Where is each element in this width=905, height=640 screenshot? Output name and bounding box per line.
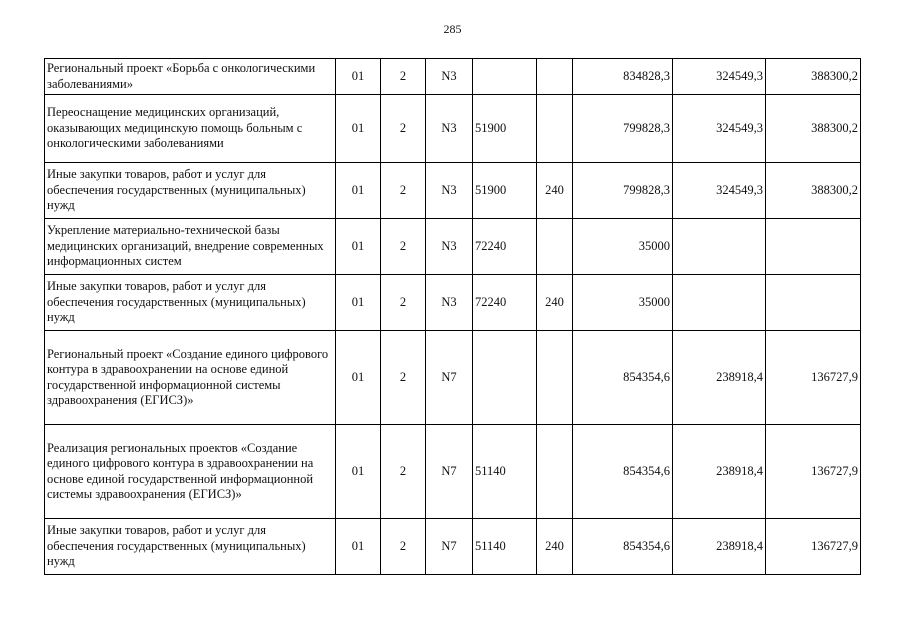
- amount-year-2: 324549,3: [673, 163, 766, 219]
- row-name: Иные закупки товаров, работ и услуг для обеспечения государственных (муниципальных) нужд: [45, 275, 336, 331]
- table-row: [45, 331, 861, 425]
- target-code: 51140: [473, 425, 537, 519]
- amount-year-2: 324549,3: [673, 95, 766, 163]
- amount-year-1: 799828,3: [573, 163, 673, 219]
- section-code: 01: [336, 275, 381, 331]
- amount-year-3: 136727,9: [766, 331, 861, 425]
- amount-year-3: [766, 275, 861, 331]
- expense-type-code: [537, 59, 573, 95]
- expense-type-code: 240: [537, 163, 573, 219]
- page-number: 285: [443, 22, 462, 36]
- amount-year-1: 35000: [573, 219, 673, 275]
- amount-year-3: 136727,9: [766, 519, 861, 575]
- expense-type-code: [537, 331, 573, 425]
- amount-year-1: 35000: [573, 275, 673, 331]
- budget-table: [44, 58, 861, 575]
- target-code: [473, 59, 537, 95]
- row-name: Региональный проект «Создание единого цифрового контура в здравоохранении на основе единой государственной информационной системы здравоохранения (ЕГИСЗ)»: [45, 331, 336, 425]
- target-code: [473, 331, 537, 425]
- program-code: N3: [426, 219, 473, 275]
- amount-year-2: 324549,3: [673, 59, 766, 95]
- subsection-code: 2: [381, 219, 426, 275]
- section-code: 01: [336, 95, 381, 163]
- table-row: [45, 163, 861, 219]
- row-name: Переоснащение медицинских организаций, оказывающих медицинскую помощь больным с онкологическими заболеваниями: [45, 95, 336, 163]
- expense-type-code: 240: [537, 275, 573, 331]
- amount-year-1: 834828,3: [573, 59, 673, 95]
- amount-year-3: 388300,2: [766, 163, 861, 219]
- table-row: [45, 519, 861, 575]
- target-code: 72240: [473, 219, 537, 275]
- amount-year-3: [766, 219, 861, 275]
- amount-year-1: 854354,6: [573, 331, 673, 425]
- section-code: 01: [336, 519, 381, 575]
- table-row: [45, 425, 861, 519]
- amount-year-1: 854354,6: [573, 519, 673, 575]
- row-name: Укрепление материально-технической базы медицинских организаций, внедрение современных информационных систем: [45, 219, 336, 275]
- amount-year-3: 136727,9: [766, 425, 861, 519]
- amount-year-1: 854354,6: [573, 425, 673, 519]
- subsection-code: 2: [381, 275, 426, 331]
- amount-year-2: 238918,4: [673, 331, 766, 425]
- row-name: Региональный проект «Борьба с онкологическими заболеваниями»: [45, 59, 336, 95]
- amount-year-1: 799828,3: [573, 95, 673, 163]
- expense-type-code: [537, 95, 573, 163]
- amount-year-3: 388300,2: [766, 59, 861, 95]
- target-code: 51900: [473, 163, 537, 219]
- amount-year-2: 238918,4: [673, 519, 766, 575]
- amount-year-3: 388300,2: [766, 95, 861, 163]
- expense-type-code: 240: [537, 519, 573, 575]
- target-code: 72240: [473, 275, 537, 331]
- expense-type-code: [537, 425, 573, 519]
- target-code: 51900: [473, 95, 537, 163]
- subsection-code: 2: [381, 59, 426, 95]
- row-name: Реализация региональных проектов «Создание единого цифрового контура в здравоохранении на основе единой государственной информационной системы здравоохранения (ЕГИСЗ)»: [45, 425, 336, 519]
- table-row: [45, 95, 861, 163]
- subsection-code: 2: [381, 331, 426, 425]
- subsection-code: 2: [381, 425, 426, 519]
- section-code: 01: [336, 331, 381, 425]
- subsection-code: 2: [381, 519, 426, 575]
- subsection-code: 2: [381, 163, 426, 219]
- program-code: N7: [426, 519, 473, 575]
- expense-type-code: [537, 219, 573, 275]
- row-name: Иные закупки товаров, работ и услуг для обеспечения государственных (муниципальных) нужд: [45, 163, 336, 219]
- program-code: N3: [426, 59, 473, 95]
- program-code: N3: [426, 163, 473, 219]
- table-row: [45, 275, 861, 331]
- program-code: N7: [426, 331, 473, 425]
- amount-year-2: [673, 275, 766, 331]
- row-name: Иные закупки товаров, работ и услуг для обеспечения государственных (муниципальных) нужд: [45, 519, 336, 575]
- program-code: N3: [426, 275, 473, 331]
- section-code: 01: [336, 163, 381, 219]
- subsection-code: 2: [381, 95, 426, 163]
- table-row: [45, 59, 861, 95]
- target-code: 51140: [473, 519, 537, 575]
- amount-year-2: [673, 219, 766, 275]
- section-code: 01: [336, 425, 381, 519]
- table-row: [45, 219, 861, 275]
- program-code: N3: [426, 95, 473, 163]
- section-code: 01: [336, 219, 381, 275]
- section-code: 01: [336, 59, 381, 95]
- amount-year-2: 238918,4: [673, 425, 766, 519]
- program-code: N7: [426, 425, 473, 519]
